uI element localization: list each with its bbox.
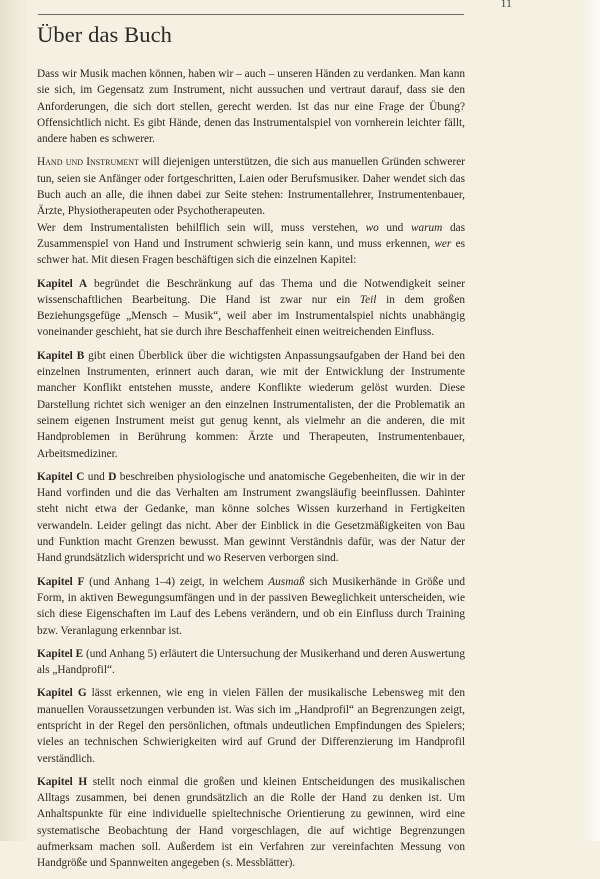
header-rule [38,14,464,15]
chapter-label: Kapitel C [37,470,85,483]
paragraph-questions: Wer dem Instrumentalisten behilflich sein will, muss verstehen, wo und warum das Zusammenspiel von Hand und Instrument schwierig sein kann, und muss erkennen, wer es schwer hat. Mit diesen Fragen beschäftigen sich die einzelnen Kapitel: [37,221,466,267]
emphasis-wer: wer [434,237,452,250]
paragraph-purpose: Hand und Instrument will diejenigen unterstützen, die sich aus manuellen Gründen schwerer tun, seien sie Anfänger oder fortgeschritten, Laien oder Berufsmusiker. Daher wendet sich das Buch auch an alle, die ihnen dabei zur Seite stehen: Instrumentallehrer, Instrumentenbauer, Ärzte, Physiotherapeuten oder Psychotherapeuten. [37,156,465,218]
chapter-label: Kapitel B [37,349,85,362]
chapter-label: Kapitel E [37,647,84,660]
chapter-label: Kapitel G [37,687,87,700]
chapter-label: Kapitel F [37,575,85,588]
page-title: Über das Buch [37,22,173,47]
paragraph-kapitel-f: Kapitel F (und Anhang 1–4) zeigt, in welchem Ausmaß sich Musikerhände in Größe und Form, in aktiven Bewegungsumfängen und in der passiven Beweglichkeit unterscheiden, wie sich diese Eigenschaften im Lauf des Lebens verändern, und ob ein Einfluss durch Training bzw. Veranlagung erkennbar ist. [37,575,465,637]
paragraph-intro: Dass wir Musik machen können, haben wir – auch – unseren Händen zu verdanken. Man kann sie sich, im Gegensatz zum Instrument, nicht aussuchen und vertraut darauf, dass sie den Anforderungen, die sich dort stellen, gerecht werden. Ist das nur eine Frage der Übung? Offensichtlich nicht. Es gibt Hände, denen das Instrumentalspiel von vornherein leichter fällt, andere haben es schwerer. [37,68,465,146]
paragraph-kapitel-e: Kapitel E (und Anhang 5) erläutert die Untersuchung der Musikerhand und deren Auswertung als „Handprofil“. [37,647,465,677]
paragraph-kapitel-b: Kapitel B gibt einen Überblick über die wichtigsten Anpassungsaufgaben der Hand bei den einzelnen Instrumenten, erinnert auch daran, wie mit der Entwicklung der Instrumente mancher Konflikt entstehen musste, andere Konflikte wiederum gelöst wurden. Diese Darstellung richtet sich weniger an den einzelnen Instrumentalisten, der die Problematik an seinem eigenen Instrument meist gut genug kennt, als vielmehr an die anderen, die mit Handproblemen in Berührung kommen: Ärzte und Therapeuten, Instrumentenbauer, Arbeitsmediziner. [37,349,465,460]
emphasis-warum: warum [410,221,443,234]
page-edge [582,0,600,841]
book-title: Hand und Instrument [37,156,139,169]
emphasis-wo: wo [365,221,379,234]
paragraph-kapitel-g: Kapitel G lässt erkennen, wie eng in vielen Fällen der musikalische Lebensweg mit den manuellen Voraussetzungen verbunden ist. Was sich im „Handprofil“ an Begrenzungen zeigt, entspricht in der Regel den persönlichen, oftmals undeutlichen Empfindungen des Spielers; vieles an technischen Schwierigkeiten wird auf Grund der Differenzierung im Handprofil verständlich. [37,687,465,765]
chapter-label: Kapitel A [37,277,88,290]
paragraph-kapitel-a: Kapitel A begründet die Beschränkung auf das Thema und die Notwendigkeit seiner wissenschaftlichen Bearbeitung. Die Hand ist zwar nur ein Teil in dem großen Beziehungsgefüge „Mensch – Musik“, weil aber im Instrumentalspiel nichts unabhängig voneinander geschieht, hat sie durch ihre Beschaffenheit einen weitreichenden Einfluss. [37,277,465,339]
page-gutter-shadow [0,0,28,841]
body-text [37,66,465,879]
paragraph-kapitel-h: Kapitel H stellt noch einmal die großen und kleinen Entscheidungen des musikalischen Alltags zusammen, bei denen grundsätzlich an die Rolle der Hand zu denken ist. Um Anhaltspunkte für eine individuelle spieltechnische Orientierung zu gewinnen, wird eine systematische Beobachtung der Hand vorgeschlagen, die auf wichtige Begrenzungen aufmerksam machen soll. Außerdem ist ein Verfahren zur vereinfachten Messung von Handgröße und Spannweiten angegeben (s. Messblätter). [37,775,465,870]
paragraph-kapitel-cd: Kapitel C und D beschreiben physiologische und anatomische Gegebenheiten, die wir in der Hand vorfinden und die das Verhalten am Instrument zwangsläufig beeinflussen. Dahinter steht nicht etwa der Gedanke, man könne solches Wissen kurzerhand in Fertigkeiten verwandeln. Leider gelingt das nicht. Aber der Einblick in die Gesetzmäßigkeiten von Bau und Funktion macht Grenzen bewusst. Man gewinnt Verständnis dafür, was der Natur der Hand grundsätzlich widerspricht und wo Reserven verborgen sind. [37,470,466,565]
page-number: 11 [500,0,512,10]
chapter-label: Kapitel H [37,775,88,788]
